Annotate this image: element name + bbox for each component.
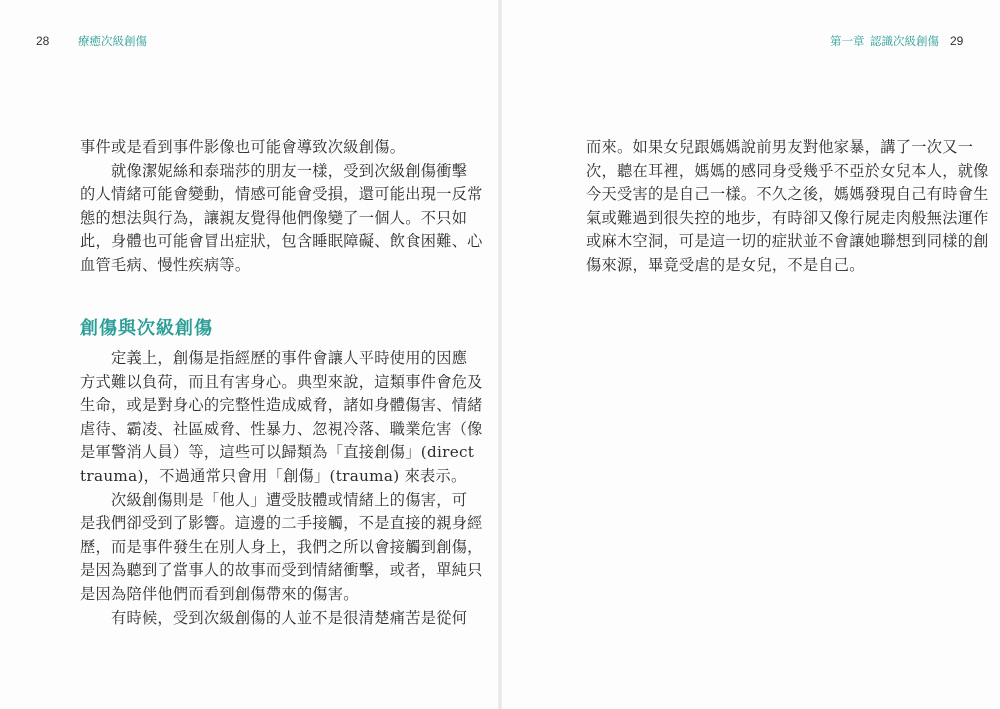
text-line: 是因為陪伴他們而看到創傷帶來的傷害。 (80, 584, 359, 603)
text-line: trauma)，不過通常只會用「創傷」(trauma) 來表示。 (80, 466, 467, 485)
text-line: 的人情緒可能會變動，情感可能會受損，還可能出現一反常 (80, 185, 483, 204)
text-line: 此，身體也可能會冒出症狀，包含睡眠障礙、飲食困難、心 (80, 232, 483, 251)
left-running-head: 療癒次級創傷 (78, 34, 147, 48)
text-line: 是我們卻受到了影響。這邊的二手接觸，不是直接的親身經 (80, 514, 483, 533)
text-line: 虐待、霸凌、社區威脅、性暴力、忽視冷落、職業危害（像 (80, 419, 483, 438)
text-line: 定義上，創傷是指經歷的事件會讓人平時使用的因應 (80, 349, 468, 367)
book-gutter (498, 0, 502, 709)
left-page-number: 28 (36, 34, 50, 48)
right-page-number: 29 (950, 34, 964, 48)
text-line: 生命，或是對身心的完整性造成威脅，諸如身體傷害、情緒 (80, 396, 483, 415)
text-line: 今天受害的是自己一樣。不久之後，媽媽發現自己有時會生 (586, 185, 989, 204)
text-line: 態的想法與行為，讓親友覺得他們像變了一個人。不只如 (80, 208, 468, 227)
text-line: 而來。如果女兒跟媽媽說前男友對他家暴，講了一次又一 (586, 138, 974, 156)
text-line: 是因為聽到了當事人的故事而受到情緒衝擊，或者，單純只 (80, 561, 483, 580)
section-heading: 創傷與次級創傷 (80, 318, 213, 339)
text-line: 有時候，受到次級創傷的人並不是很清楚痛苦是從何 (80, 608, 468, 627)
text-line: 就像潔妮絲和泰瑞莎的朋友一樣，受到次級創傷衝擊 (80, 161, 468, 180)
text-line: 是軍警消人員）等，這些可以歸類為「直接創傷」(direct (80, 443, 475, 462)
chapter-title: 認識次級創傷 (870, 34, 939, 48)
text-line: 次，聽在耳裡，媽媽的感同身受幾乎不亞於女兒本人，就像 (586, 161, 989, 180)
text-line: 方式難以負荷，而且有害身心。典型來說，這類事件會危及 (80, 372, 483, 391)
text-line: 或麻木空洞，可是這一切的症狀並不會讓她聯想到同樣的創 (586, 232, 989, 251)
text-line: 歷，而是事件發生在別人身上，我們之所以會接觸到創傷， (80, 537, 483, 556)
chapter-label: 第一章 (830, 34, 865, 48)
text-line: 氣或難過到很失控的地步，有時卻又像行屍走肉般無法運作 (586, 208, 989, 227)
text-line: 事件或是看到事件影像也可能會導致次級創傷。 (80, 138, 406, 156)
left-top-paragraph (80, 136, 483, 278)
text-line: 次級創傷則是「他人」遭受肢體或情緒上的傷害，可 (80, 490, 468, 509)
right-body (586, 136, 989, 278)
text-line: 血管毛病、慢性疾病等。 (80, 255, 251, 274)
left-section-body (80, 347, 483, 630)
text-line: 傷來源，畢竟受虐的是女兒，不是自己。 (586, 255, 865, 274)
